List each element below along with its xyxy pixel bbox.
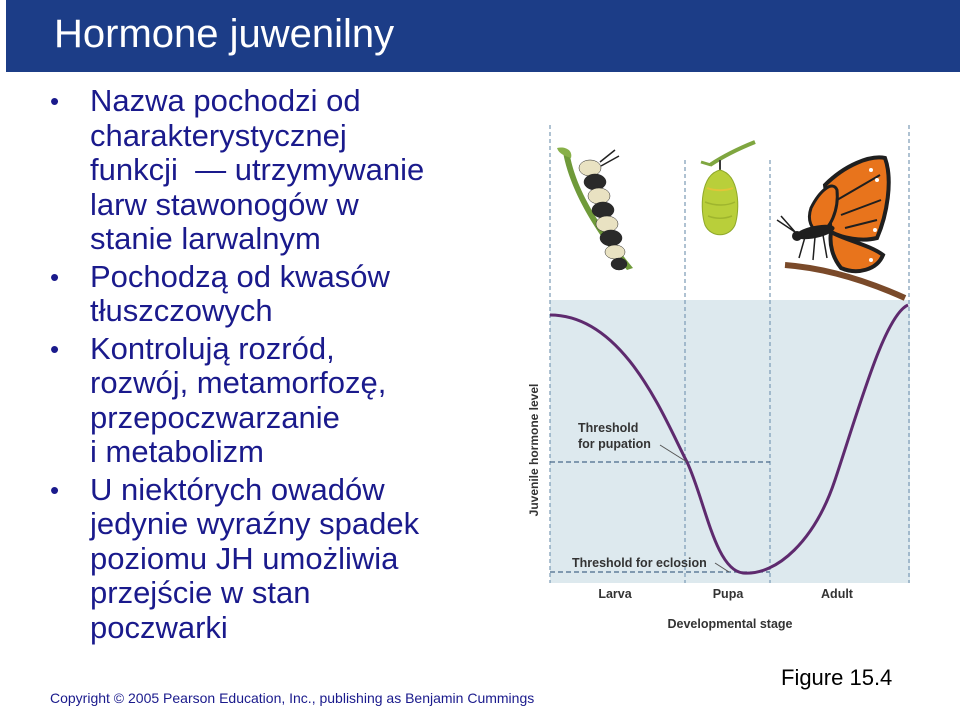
bullet-line: U niektórych owadów [90, 471, 385, 507]
threshold-eclosion-label: Threshold for eclosion [572, 556, 707, 570]
slide-title: Hormone juwenilny [54, 12, 395, 56]
stage-label-larva: Larva [598, 587, 632, 601]
bullet-line: Kontrolują rozród, [90, 330, 335, 366]
copyright-notice: Copyright © 2005 Pearson Education, Inc., publishing as Benjamin Cummings [50, 690, 535, 706]
bullet-dot-icon: • [50, 333, 60, 364]
stage-label-adult: Adult [821, 587, 853, 601]
jh-level-figure [515, 120, 925, 640]
bullet-line: przepoczwarzanie [90, 399, 340, 435]
bullet-line: funkcji — utrzymywanie [90, 152, 425, 187]
bullet-line: i metabolizm [90, 434, 264, 469]
butterfly-icon [777, 157, 905, 298]
title-bar [6, 0, 960, 72]
bullet-line: przejście w stan [90, 575, 311, 610]
bullet-item [50, 84, 500, 257]
bullet-line: poziomu JH umożliwia [90, 540, 399, 576]
bullet-item [50, 473, 500, 646]
bullet-line: Nazwa pochodzi od [90, 83, 361, 118]
bullet-line: Pochodzą od kwasów [90, 258, 390, 294]
bullet-dot-icon: • [50, 86, 60, 116]
bullet-line: tłuszczowych [90, 293, 273, 328]
stage-label-pupa: Pupa [712, 587, 744, 601]
y-axis-label: Juvenile hormone level [527, 383, 541, 517]
bullet-line: jedynie wyraźny spadek [90, 506, 420, 541]
bullet-list [50, 84, 500, 645]
bullet-line: stanie larwalnym [90, 221, 321, 256]
figure-caption: Figure 15.4 [781, 665, 893, 690]
bullet-line: larw stawonogów w [90, 186, 359, 222]
threshold-pupation-label-2: for pupation [578, 437, 651, 451]
bullet-item [50, 332, 500, 470]
bullet-line: charakterystycznej [90, 117, 347, 153]
bullet-item [50, 260, 500, 329]
chrysalis-icon [701, 142, 755, 235]
x-axis-label: Developmental stage [667, 617, 793, 631]
bullet-line: rozwój, metamorfozę, [90, 365, 387, 400]
bullet-dot-icon: • [50, 261, 60, 292]
bullet-line: poczwarki [90, 609, 228, 645]
threshold-pupation-label-1: Threshold [578, 421, 639, 435]
bullet-dot-icon: • [50, 474, 60, 505]
caterpillar-icon [557, 147, 633, 270]
